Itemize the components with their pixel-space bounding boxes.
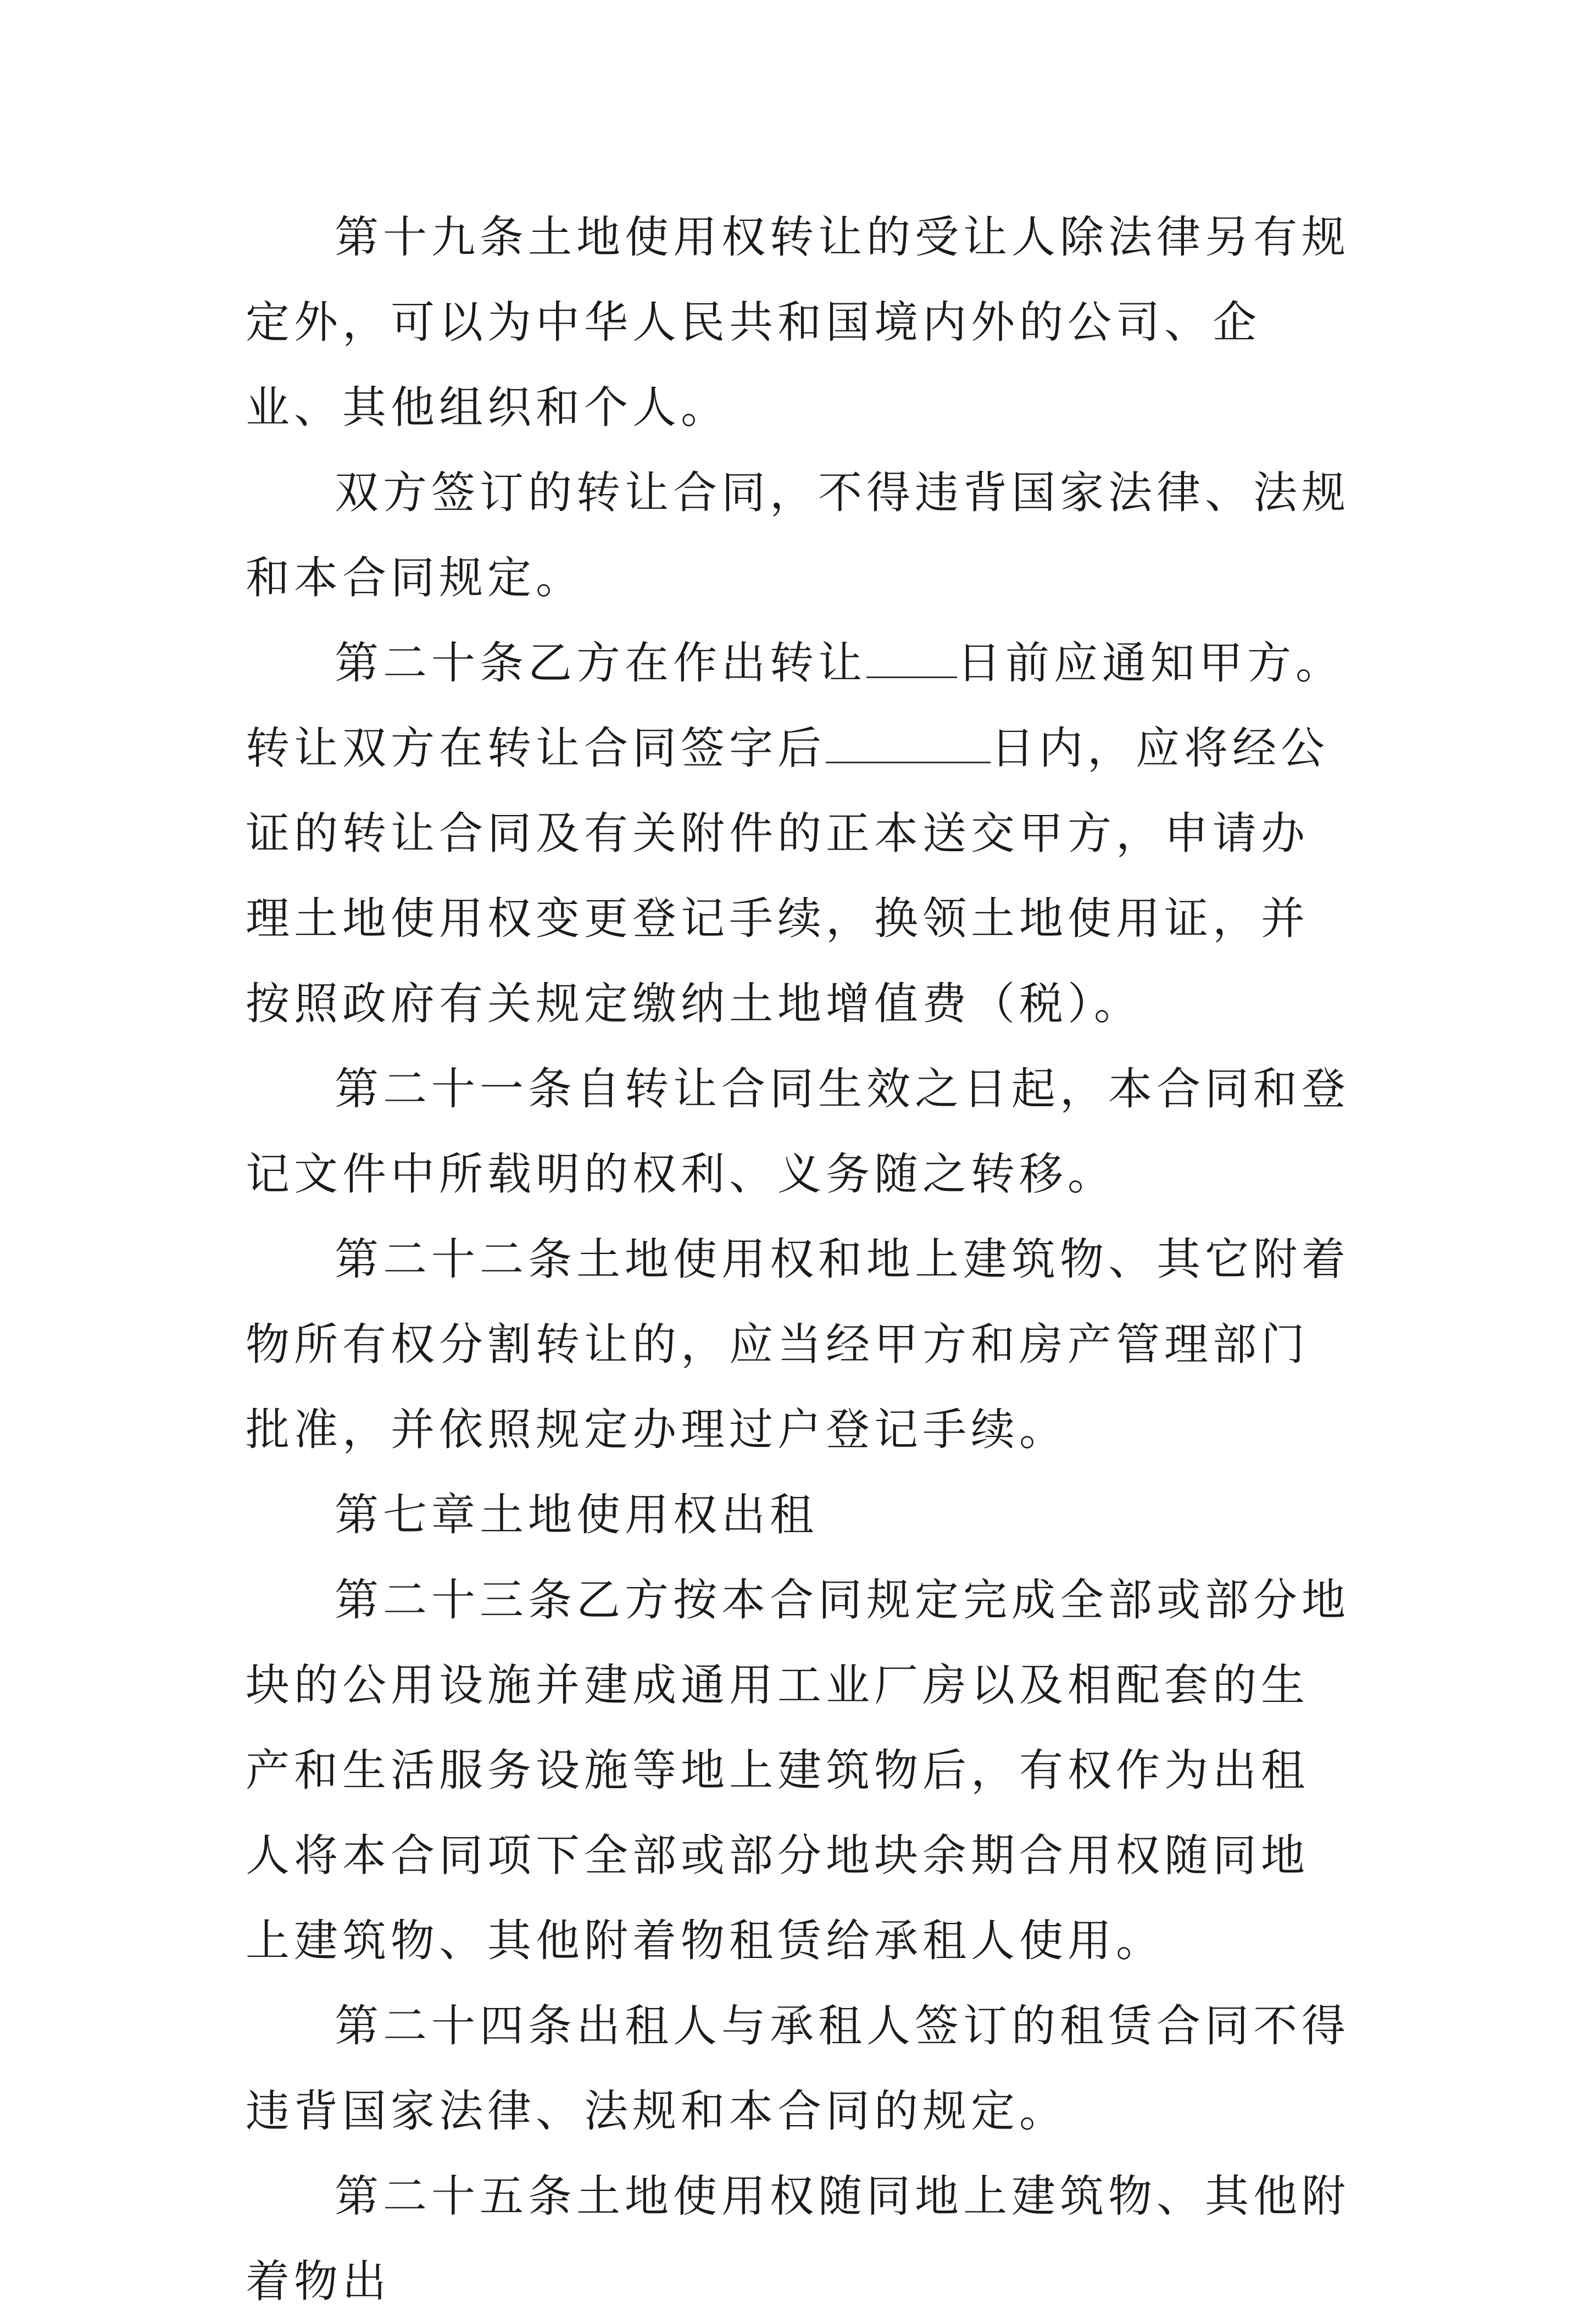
article-19-text: 第十九条土地使用权转让的受让人除法律另有规定外，可以为中华人民共和国境内外的公司、企业、其他组织和个人。 (246, 212, 1350, 433)
article-20-text-a: 第二十条乙方在作出转让 (335, 637, 866, 689)
blank-days-submit (826, 723, 991, 763)
article-20 (246, 620, 1355, 1046)
article-20-text-b: 日前应通知甲方。转让双方在转让合同签字后 (246, 637, 1344, 774)
article-23 (246, 1557, 1355, 1983)
article-21 (246, 1046, 1355, 1217)
article-25-text: 第二十五条土地使用权随同地上建筑物、其他附着物出 (246, 2171, 1350, 2307)
article-19 (246, 195, 1355, 450)
document-body (246, 195, 1355, 2324)
article-25 (246, 2154, 1355, 2324)
blank-days-notice (866, 638, 957, 678)
article-19-clause (246, 450, 1355, 620)
article-24-text: 第二十四条出租人与承租人签订的租赁合同不得违背国家法律、法规和本合同的规定。 (246, 2000, 1350, 2137)
article-20-text-c: 日内，应将经公证的转让合同及有关附件的正本送交甲方，申请办理土地使用权变更登记手续，换领土地使用证，并按照政府有关规定缴纳土地增值费（税）。 (246, 723, 1329, 1029)
article-21-text: 第二十一条自转让合同生效之日起，本合同和登记文件中所载明的权利、义务随之转移。 (246, 1063, 1350, 1200)
article-19-clause-text: 双方签订的转让合同，不得违背国家法律、法规和本合同规定。 (246, 467, 1350, 603)
article-24 (246, 1983, 1355, 2154)
article-22-text: 第二十二条土地使用权和地上建筑物、其它附着物所有权分割转让的，应当经甲方和房产管理部门批准，并依照规定办理过户登记手续。 (246, 1234, 1350, 1455)
chapter-7-text: 第七章土地使用权出租 (335, 1489, 818, 1540)
article-23-text: 第二十三条乙方按本合同规定完成全部或部分地块的公用设施并建成通用工业厂房以及相配套的生产和生活服务设施等地上建筑物后，有权作为出租人将本合同项下全部或部分地块余期合用权随同地上建筑物、其他附着物租赁给承租人使用。 (246, 1574, 1350, 1966)
article-22 (246, 1217, 1355, 1472)
chapter-7-heading (246, 1472, 1355, 1557)
